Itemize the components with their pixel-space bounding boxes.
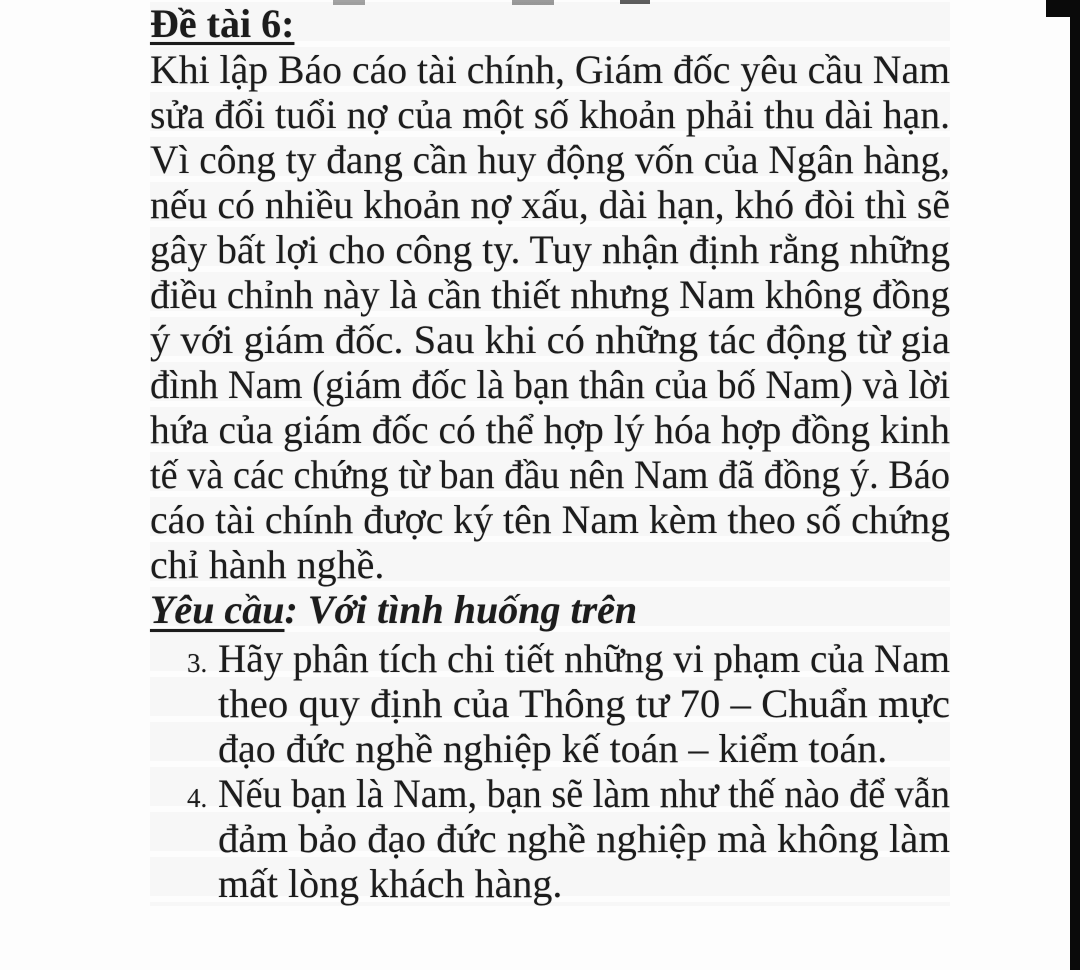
document-content <box>150 2 950 906</box>
question-line-last: đạo đức nghề nghiệp kế toán – kiểm toán. <box>218 726 888 771</box>
question-item-4 <box>150 771 950 906</box>
paragraph-line: gây bất lợi cho công ty. Tuy nhận định rằng những <box>150 227 950 272</box>
requirement-label: Yêu cầu <box>150 587 285 632</box>
requirement-rest: : Với tình huống trên <box>284 587 638 632</box>
question-line: theo quy định của Thông tư 70 – Chuẩn mực <box>218 681 951 726</box>
question-number: 4. <box>187 783 208 813</box>
topic-heading: Đề tài 6: <box>150 1 295 46</box>
paragraph-line: tế và các chứng từ ban đầu nên Nam đã đồng ý. Báo <box>150 452 950 497</box>
paragraph-line: hứa của giám đốc có thể hợp lý hóa hợp đồng kinh <box>150 407 950 452</box>
case-paragraph <box>150 47 950 587</box>
paragraph-line: Vì công ty đang cần huy động vốn của Ngân hàng, <box>150 137 950 182</box>
paragraph-line: Khi lập Báo cáo tài chính, Giám đốc yêu cầu Nam <box>150 47 950 92</box>
paragraph-line: nếu có nhiều khoản nợ xấu, dài hạn, khó đòi thì sẽ <box>150 182 950 227</box>
paragraph-line: đình Nam (giám đốc là bạn thân của bố Nam) và lời <box>150 362 950 407</box>
paragraph-line: điều chỉnh này là cần thiết nhưng Nam không đồng <box>150 272 950 317</box>
paragraph-line-last: chỉ hành nghề. <box>150 542 385 587</box>
question-line: Hãy phân tích chi tiết những vi phạm của Nam <box>218 636 950 681</box>
requirement-heading <box>150 587 950 632</box>
question-line-last: mất lòng khách hàng. <box>218 861 563 906</box>
question-line: Nếu bạn là Nam, bạn sẽ làm như thế nào để vẫn <box>218 771 950 816</box>
scan-edge-bar <box>1070 0 1080 970</box>
question-item-3 <box>150 636 950 771</box>
question-number: 3. <box>187 648 208 678</box>
paragraph-line: cáo tài chính được ký tên Nam kèm theo số chứng <box>150 497 950 542</box>
paragraph-line: sửa đổi tuổi nợ của một số khoản phải thu dài hạn. <box>150 92 950 137</box>
paragraph-line: ý với giám đốc. Sau khi có những tác động từ gia <box>150 317 950 362</box>
question-line: đảm bảo đạo đức nghề nghiệp mà không làm <box>218 816 950 861</box>
